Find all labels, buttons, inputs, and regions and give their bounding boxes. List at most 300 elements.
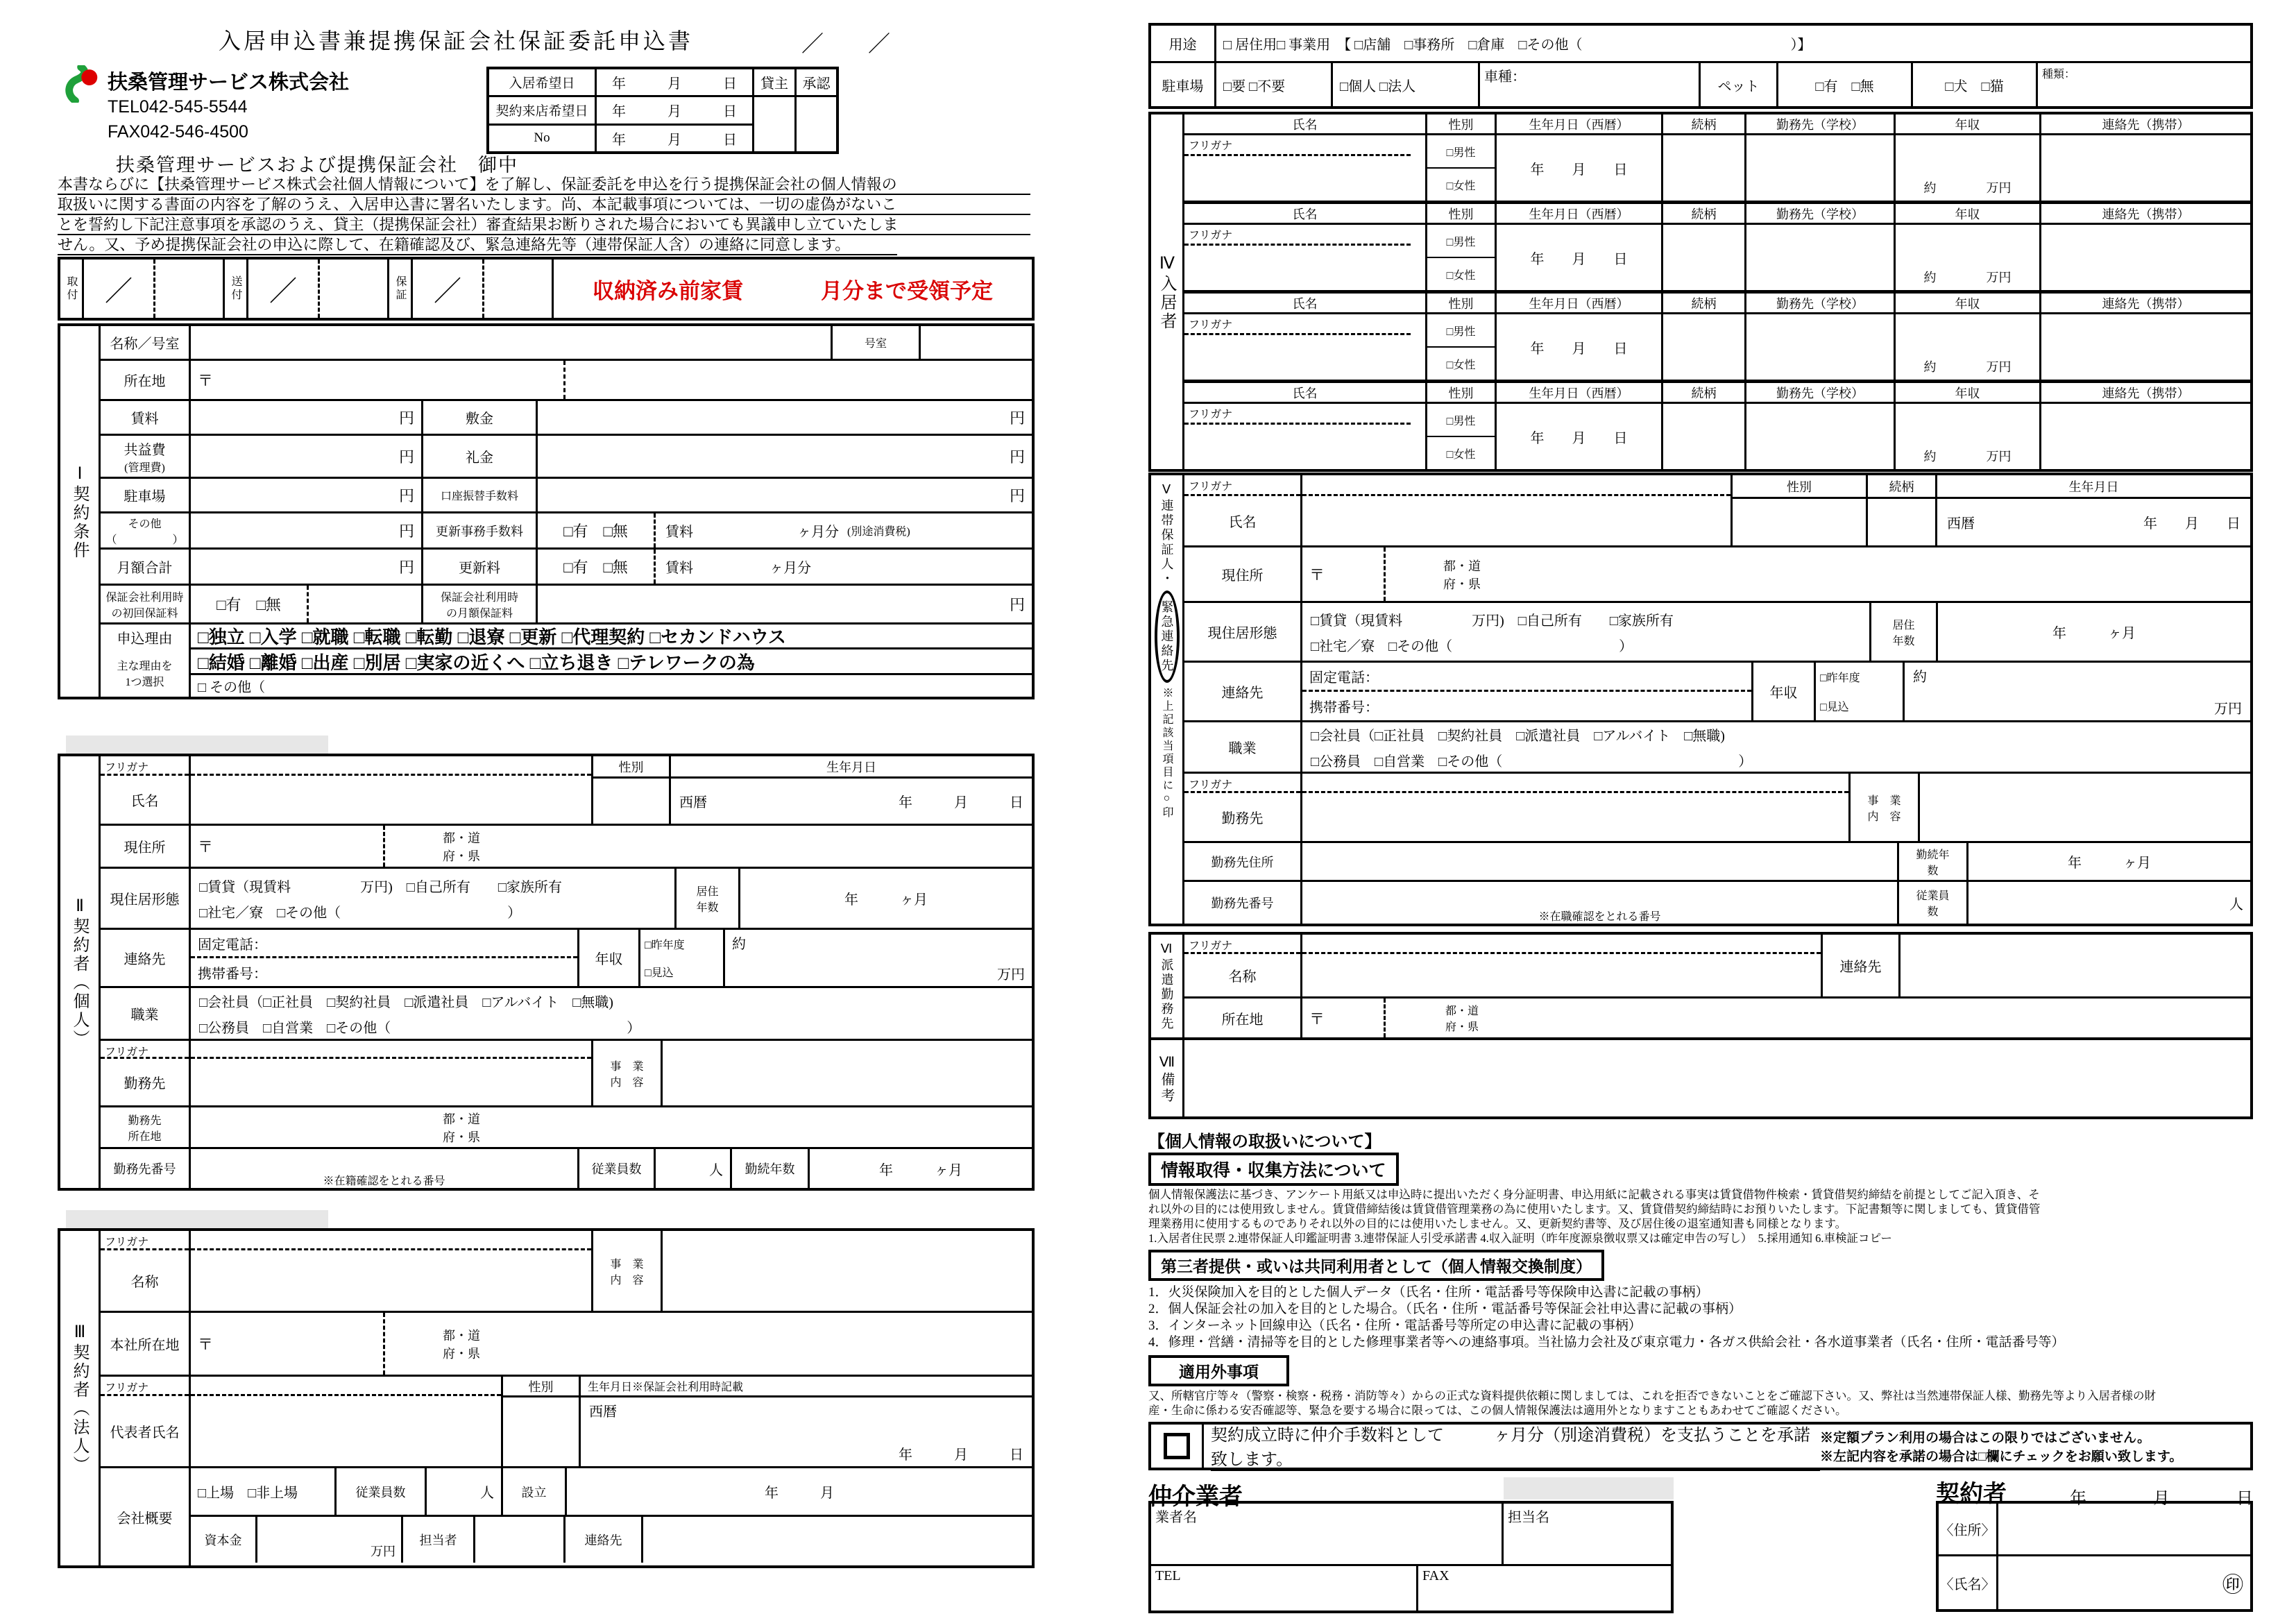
other-fee-field[interactable]: 円 bbox=[191, 513, 423, 547]
occupant-name-field[interactable]: フリガナ bbox=[1184, 314, 1427, 380]
representative-birth-col[interactable] bbox=[581, 1377, 1032, 1466]
guarantor-employer-label: フリガナ 勤務先 bbox=[1184, 774, 1302, 841]
business-type-label: 事 業 内 容 bbox=[593, 1041, 663, 1105]
seal-mark: ㊞ bbox=[2222, 1574, 2243, 1597]
applicant-employer-label: フリガナ 勤務先 bbox=[101, 1041, 191, 1105]
signer-title: 契約者 bbox=[1936, 1481, 2007, 1507]
parking-fee-row bbox=[101, 479, 1032, 513]
third-party-item-1: 1．火災保険加入を目的とした個人データ（氏名・住所・電話番号等保険申込書に記載の事柄） bbox=[1148, 1285, 1709, 1300]
applicant-residence-row bbox=[101, 869, 1032, 930]
applicant-contact-field[interactable] bbox=[191, 930, 579, 986]
monthly-total-row bbox=[101, 550, 1032, 586]
property-address-row bbox=[101, 361, 1032, 401]
capital-field[interactable]: 万円 bbox=[257, 1517, 403, 1563]
receive-label: 取付 bbox=[60, 260, 84, 318]
pledge-paragraph bbox=[58, 175, 1030, 255]
reason-other-option[interactable]: □ その他（ bbox=[198, 680, 266, 695]
occupant-birth-field[interactable]: 年 月 日 bbox=[1497, 225, 1663, 290]
applicant-employer-field[interactable] bbox=[191, 1041, 593, 1105]
applicant-birth-field[interactable]: 西暦 年 月 日 bbox=[679, 795, 1023, 810]
form-title: 入居申込書兼提携保証会社保証委託申込書 bbox=[219, 28, 694, 53]
guarantor-address-label: 現住所 bbox=[1184, 547, 1302, 601]
desired-dates-box bbox=[486, 67, 839, 154]
applicant-name-row bbox=[101, 756, 1032, 826]
tenure-field[interactable]: 年 ヶ月 bbox=[879, 1162, 962, 1178]
occupant-income-field[interactable]: 約 万円 bbox=[1896, 135, 2041, 201]
pledge-line-3: とを誓約し下記注意事項を承認のうえ、貸主（提携保証会社）審査結果お断りされた場合においても異議申し立ていたしま bbox=[58, 215, 1030, 235]
parking-label: 駐車場 bbox=[1151, 63, 1216, 106]
application-reason-row bbox=[101, 624, 1032, 697]
collection-method-paragraph bbox=[1148, 1187, 2253, 1246]
dispatch-postal-field[interactable]: 〒 bbox=[1302, 999, 1386, 1037]
consent-checkbox[interactable] bbox=[1164, 1433, 1190, 1459]
renewal-admin-fee-field[interactable]: □有 □無 賃料 ヶ月分 (別途消費税) bbox=[538, 513, 1032, 547]
guarantor-tenure-label: 勤続年 数 bbox=[1899, 843, 1968, 880]
dispatch-contact-field[interactable] bbox=[1900, 935, 2250, 996]
dispatch-address-field[interactable] bbox=[1538, 999, 2250, 1037]
collection-line-3: 理業務用に使用するものでありそれ以外の目的には使用いたしません。又、更新契約書等、及び居住後の退室通知書も同様となります。 bbox=[1148, 1217, 1847, 1230]
guarantor-name-field[interactable] bbox=[1302, 475, 1733, 545]
usage-label: 用途 bbox=[1151, 26, 1216, 61]
brokerage-consent-row bbox=[1148, 1422, 2253, 1470]
dispatch-name-row bbox=[1184, 935, 2250, 999]
broker-tel-field[interactable]: TEL bbox=[1151, 1566, 1418, 1611]
guarantor-contact-row bbox=[1184, 663, 2250, 722]
landlord-stamp-field[interactable] bbox=[754, 97, 794, 151]
broker-row-1 bbox=[1151, 1504, 1671, 1566]
employer-address-field[interactable] bbox=[538, 1107, 1032, 1147]
dispatch-address-label: 所在地 bbox=[1184, 999, 1302, 1037]
applicant-residence-label: 現住居形態 bbox=[101, 869, 191, 928]
occupant-income-field[interactable]: 約 万円 bbox=[1896, 404, 2041, 469]
signer-name-row bbox=[1939, 1556, 2250, 1609]
exemption-heading: 適用外事項 bbox=[1148, 1355, 1289, 1386]
guarantor-tenure-field[interactable]: 年 ヶ月 bbox=[2068, 856, 2151, 871]
company-name: 扶桑管理サービス株式会社 bbox=[108, 71, 350, 94]
company-profile-top bbox=[191, 1468, 1032, 1517]
applicant-name-label: フリガナ 氏名 bbox=[101, 756, 191, 824]
form-number-label: No bbox=[489, 126, 597, 151]
guarantee-label: 保証 bbox=[389, 260, 413, 318]
broker-fax-field[interactable]: FAX bbox=[1422, 1568, 1449, 1583]
guarantor-employer-field[interactable] bbox=[1302, 774, 1851, 841]
representative-birth-label: 生年月日※保証会社利用時記載 bbox=[581, 1377, 1032, 1397]
occupant-contact-field[interactable] bbox=[2041, 135, 2250, 201]
visit-date-field[interactable]: 年 月 日 bbox=[612, 104, 737, 120]
signer-name-field[interactable] bbox=[1998, 1556, 2250, 1609]
section-2-side-label: Ⅱ契約者（個人） bbox=[60, 756, 101, 1188]
landline-field[interactable]: 固定電話： bbox=[191, 930, 577, 958]
third-party-heading: 第三者提供・或いは共同利用者として（個人情報交換制度） bbox=[1148, 1250, 1604, 1281]
signer-address-field[interactable] bbox=[1998, 1504, 2250, 1554]
approval-stamp-field[interactable] bbox=[797, 97, 836, 151]
monthly-total-label: 月額合計 bbox=[101, 550, 191, 584]
occupant-name-field[interactable]: フリガナ bbox=[1184, 404, 1427, 469]
occupant-contact-field[interactable] bbox=[2041, 225, 2250, 290]
exemption-line-1: 又、所轄官庁等々（警察・検察・税務・消防等々）からの正式な資料提供依頼に関しましては、これを拒否できないことをご確認下さい。又、弊社は当然連帯保証人様、勤務先等より入居者様の財 bbox=[1148, 1389, 2156, 1402]
guarantee-date-field[interactable]: ／ bbox=[434, 275, 461, 307]
move-in-date-field[interactable]: 年 月 日 bbox=[612, 76, 737, 92]
section-4-side-label: Ⅳ入居者 bbox=[1151, 114, 1184, 469]
form-number-field[interactable]: 年 月 日 bbox=[612, 132, 737, 148]
guarantor-birth-field[interactable]: 西暦 年 月 日 bbox=[1947, 516, 2240, 532]
guarantor-business-field[interactable] bbox=[1920, 774, 2250, 841]
section-5-guarantor-emergency bbox=[1148, 473, 2253, 926]
monthly-total-field[interactable]: 円 bbox=[191, 550, 423, 584]
broker-row-2 bbox=[1151, 1566, 1671, 1611]
corporate-business-field[interactable] bbox=[663, 1231, 1032, 1311]
dispatch-prefecture[interactable]: 都・道 府・県 bbox=[1445, 1005, 1479, 1033]
dispatch-name-label: フリガナ 名称 bbox=[1184, 935, 1302, 996]
renewal-fee-label: 更新料 bbox=[423, 550, 538, 584]
section-2-gray-bar bbox=[66, 736, 328, 754]
income-type-options[interactable]: □昨年度 □見込 bbox=[640, 930, 725, 986]
other-fee-label: その他 （ ） bbox=[101, 513, 191, 547]
guarantor-occupation-row bbox=[1184, 722, 2250, 774]
consent-note-2: ※左記内容を承諾の場合は□欄にチェックをお願い致します。 bbox=[1820, 1450, 2183, 1464]
signer-date-field[interactable]: 年 月 日 bbox=[2070, 1490, 2253, 1508]
guarantor-sex-field[interactable] bbox=[1733, 499, 1866, 545]
section-7-side-label: Ⅶ備考 bbox=[1151, 1040, 1184, 1116]
occupant-sex-field[interactable]: □男性 □女性 bbox=[1427, 225, 1497, 290]
circle-instruction-note: ※上記該当項目に○印 bbox=[1161, 687, 1173, 819]
guarantor-employer-phone-label: 勤務先番号 bbox=[1184, 882, 1302, 924]
company-profile-label: 会社概要 bbox=[101, 1468, 191, 1565]
representative-sex-col[interactable] bbox=[503, 1377, 581, 1466]
employer-postal-field[interactable] bbox=[191, 1107, 385, 1147]
occupant-relation-field[interactable] bbox=[1663, 404, 1746, 469]
section-5-side-label bbox=[1151, 475, 1184, 924]
rent-row bbox=[101, 401, 1032, 436]
property-name-row bbox=[101, 326, 1032, 361]
third-party-items bbox=[1148, 1284, 2253, 1351]
approval-label: 承認 bbox=[797, 69, 836, 97]
applicant-occupation-row bbox=[101, 988, 1032, 1041]
hq-postal-field[interactable]: 〒 bbox=[191, 1313, 385, 1375]
guarantor-residence-options[interactable]: □賃貸（現賃料 万円) □自己所有 □家族所有 □社宅／寮 □その他（ ） bbox=[1302, 603, 1871, 661]
occupant-relation-field[interactable] bbox=[1663, 135, 1746, 201]
company-contact-field[interactable] bbox=[643, 1517, 1032, 1563]
occupant-birth-header: 生年月日（西暦） bbox=[1497, 114, 1663, 133]
applicant-postal-field[interactable]: 〒 bbox=[191, 826, 385, 867]
dispatch-address-row bbox=[1184, 999, 2250, 1037]
guarantor-residence-years-label: 居住 年数 bbox=[1871, 603, 1938, 661]
guarantor-income-label: 年収 bbox=[1753, 663, 1816, 720]
employment-check-note-2: ※在職確認をとれる番号 bbox=[1538, 911, 1661, 923]
company-contact-person-label: 担当者 bbox=[403, 1517, 475, 1563]
page-left bbox=[52, 19, 1044, 1601]
signer-name-label: 〈氏名〉 bbox=[1939, 1556, 1998, 1609]
collection-line-2: れ以外の目的には使用致しません。賃貸借締結後は賃貸借管理業務の為に使用いたします。又、賃貸借契約締結時にお預りいたします。下記書類等に関しましても、賃貸借管 bbox=[1148, 1203, 2041, 1216]
occupant-sex-field[interactable]: □男性 □女性 bbox=[1427, 135, 1497, 201]
remarks-field[interactable] bbox=[1184, 1040, 2250, 1116]
guarantor-postal-field[interactable]: 〒 bbox=[1302, 547, 1386, 601]
hq-address-label: 本社所在地 bbox=[101, 1313, 191, 1375]
applicant-address-label: 現住所 bbox=[101, 826, 191, 867]
guarantor-sex-col[interactable]: 性別 bbox=[1733, 475, 1868, 545]
occupant-name-field[interactable]: フリガナ bbox=[1184, 225, 1427, 290]
occupant-birth-field[interactable]: 年 月 日 bbox=[1497, 314, 1663, 380]
renewal-fee-has-checkbox[interactable]: □有 □無 bbox=[538, 550, 656, 584]
guarantor-contact-field[interactable]: 固定電話： 携帯番号： bbox=[1302, 663, 1753, 720]
applicant-occupation-label: 職業 bbox=[101, 988, 191, 1039]
send-date-field[interactable]: ／ bbox=[269, 275, 297, 307]
reason-options-line1[interactable]: □独立 □入学 □就職 □転職 □転勤 □退寮 □更新 □代理契約 □セカンドハウス bbox=[191, 624, 1032, 649]
guarantor-income-amount[interactable]: 約 万円 bbox=[1913, 670, 2242, 717]
routing-strip bbox=[58, 257, 1035, 321]
broker-gray-patch bbox=[1504, 1477, 1674, 1499]
guarantor-income-type[interactable]: □昨年度 □見込 bbox=[1816, 663, 1905, 720]
broker-title: 仲介業者 bbox=[1148, 1484, 1243, 1510]
section-2-individual-applicant bbox=[58, 754, 1035, 1191]
parking-owner-options[interactable]: □個人 □法人 bbox=[1333, 63, 1480, 106]
renewal-admin-has-checkbox[interactable]: □有 □無 bbox=[538, 513, 656, 547]
occupant-employer-field[interactable] bbox=[1746, 225, 1896, 290]
property-address-field[interactable] bbox=[566, 361, 1032, 399]
guarantor-prefecture[interactable]: 都・道 府・県 bbox=[1443, 559, 1481, 591]
initial-guarantee-has-checkbox[interactable]: □有 □無 bbox=[191, 586, 309, 622]
guarantor-employee-count-field[interactable]: 人 bbox=[2229, 897, 2243, 912]
company-profile-row bbox=[101, 1468, 1032, 1565]
occupant-sex-field[interactable]: □男性 □女性 bbox=[1427, 404, 1497, 469]
occupant-name-field[interactable]: フリガナ bbox=[1184, 135, 1427, 201]
section-6-dispatch-employer bbox=[1148, 932, 2253, 1040]
section-3-corporate-applicant bbox=[58, 1228, 1035, 1568]
guarantor-relation-col[interactable]: 続柄 bbox=[1868, 475, 1937, 545]
pet-has-options[interactable]: □有 □無 bbox=[1778, 63, 1913, 106]
business-type-field[interactable] bbox=[663, 1041, 1032, 1105]
monthly-guarantee-fee-label: 保証会社利用時 の月額保証料 bbox=[423, 586, 538, 622]
room-number-field[interactable] bbox=[921, 326, 1032, 359]
signer-box bbox=[1936, 1501, 2253, 1612]
guarantor-residence-years-field[interactable]: 年 ヶ月 bbox=[2052, 626, 2136, 641]
applicant-name-field[interactable] bbox=[191, 756, 593, 824]
exemption-line-2: 産・生命に係わる安否確認等、緊急を要する場合に限っては、この個人情報保護法は適用外となりますこともあわせてご確認ください。 bbox=[1148, 1404, 1847, 1417]
guarantor-name-row bbox=[1184, 475, 2250, 547]
common-fee-field[interactable]: 円 bbox=[191, 436, 423, 477]
applicant-address-field[interactable] bbox=[538, 826, 1032, 867]
company-tel: TEL042-545-5544 bbox=[108, 97, 248, 117]
application-reason-label: 申込理由 主な理由を 1つ選択 bbox=[101, 624, 191, 697]
hq-address-field[interactable] bbox=[538, 1313, 1032, 1375]
deposit-label: 敷金 bbox=[423, 401, 538, 434]
employee-count-label: 従業員数 bbox=[579, 1149, 656, 1188]
car-model-field[interactable]: 車種： bbox=[1480, 63, 1701, 106]
section-1-contract-terms bbox=[58, 323, 1035, 699]
room-number-label: 号室 bbox=[831, 326, 921, 359]
occupant-name-header: 氏名 bbox=[1184, 114, 1427, 133]
property-postal-field[interactable]: 〒 bbox=[191, 361, 566, 399]
company-contact-label: 連絡先 bbox=[566, 1517, 643, 1563]
occupant-income-field[interactable]: 約 万円 bbox=[1896, 314, 2041, 380]
section-6-side-label: Ⅵ派遣勤務先 bbox=[1151, 935, 1184, 1037]
employer-address-row bbox=[101, 1107, 1032, 1149]
usage-parking-box bbox=[1148, 23, 2253, 109]
key-money-field[interactable]: 円 bbox=[1009, 448, 1025, 466]
occupant-income-header: 年収 bbox=[1896, 114, 2041, 133]
parking-row bbox=[1151, 63, 2250, 106]
representative-sex-field[interactable] bbox=[503, 1397, 579, 1466]
occupant-birth-field[interactable]: 年 月 日 bbox=[1497, 135, 1663, 201]
income-amount-field[interactable]: 約 万円 bbox=[732, 937, 1025, 983]
broker-name-field[interactable]: 業者名 bbox=[1151, 1504, 1504, 1564]
send-blank-field[interactable] bbox=[320, 260, 389, 318]
renewal-admin-fee-label: 更新事務手数料 bbox=[423, 513, 538, 547]
consent-text-cell bbox=[1204, 1421, 1820, 1471]
occupant-relation-field[interactable] bbox=[1663, 225, 1746, 290]
reason-options-line2[interactable]: □結婚 □離婚 □出産 □別居 □実家の近くへ □立ち退き □テレワークの為 bbox=[191, 649, 1032, 675]
occupant-relation-header: 続柄 bbox=[1663, 114, 1746, 133]
property-name-label: 名称／号室 bbox=[101, 326, 191, 359]
mobile-field[interactable]: 携帯番号： bbox=[198, 966, 267, 982]
pet-label: ペット bbox=[1701, 63, 1778, 106]
common-fee-label: 共益費 (管理費) bbox=[101, 436, 191, 477]
hq-address-row bbox=[101, 1313, 1032, 1377]
occupant-employer-header: 勤務先（学校） bbox=[1746, 114, 1896, 133]
applicant-employer-row bbox=[101, 1041, 1032, 1107]
rent-label: 賃料 bbox=[101, 401, 191, 434]
property-address-label: 所在地 bbox=[101, 361, 191, 399]
occupant-contact-field[interactable] bbox=[2041, 404, 2250, 469]
applicant-contact-row bbox=[101, 930, 1032, 988]
guarantor-residence-row bbox=[1184, 603, 2250, 663]
applicant-prefecture[interactable]: 都・道 府・県 bbox=[443, 831, 480, 863]
listed-options[interactable]: □上場 □非上場 bbox=[191, 1468, 337, 1515]
guarantor-occupation-label: 職業 bbox=[1184, 722, 1302, 772]
applicant-sex-label: 性別 bbox=[593, 756, 669, 779]
representative-birth-field[interactable]: 西暦 年 月 日 bbox=[589, 1404, 1023, 1463]
company-employee-count-field[interactable]: 人 bbox=[427, 1468, 503, 1515]
representative-name-field[interactable] bbox=[191, 1377, 503, 1466]
guarantor-address-row bbox=[1184, 547, 2250, 603]
pet-breed-field[interactable]: 種類： bbox=[2042, 69, 2076, 80]
collection-line-4: 1.入居者住民票 2.連帯保証人印鑑証明書 3.連帯保証人引受承諾書 4.収入証明（昨年度源泉徴収票又は確定申告の写し） 5.採用通知 6.車検証コピー bbox=[1148, 1232, 1892, 1245]
signer-address-label: 〈住所〉 bbox=[1939, 1504, 1998, 1554]
guarantor-employer-address-label: 勤務先住所 bbox=[1184, 843, 1302, 880]
occupant-block-3: 氏名 性別 生年月日（西暦） 続柄 勤務先（学校） 年収 連絡先（携帯） フリガナ □男性 □女性 年 月 日 約 万円 bbox=[1184, 294, 2250, 383]
corporate-name-field[interactable] bbox=[191, 1231, 593, 1311]
broker-box bbox=[1148, 1501, 1674, 1613]
monthly-guarantee-fee-field[interactable]: 円 bbox=[1009, 596, 1025, 613]
consent-checkbox-cell[interactable] bbox=[1151, 1425, 1204, 1468]
established-field[interactable]: 年 月 bbox=[765, 1486, 834, 1501]
page-right bbox=[1148, 23, 2253, 1605]
renewal-fee-field[interactable]: □有 □無 賃料 ヶ月分 bbox=[538, 550, 1032, 584]
residence-years-label: 居住 年数 bbox=[677, 869, 740, 928]
employer-address-label: 勤務先 所在地 bbox=[101, 1107, 191, 1147]
applicant-occupation-options[interactable]: □会社員（□正社員 □契約社員 □派遣社員 □アルバイト □無職) □公務員 □自営業 □その他（ ） bbox=[199, 994, 641, 1036]
capital-label: 資本金 bbox=[191, 1517, 257, 1563]
company-fax: FAX042-546-4500 bbox=[108, 122, 248, 142]
parking-fee-field[interactable]: 円 bbox=[191, 479, 423, 511]
guarantor-employee-count-label: 従業員 数 bbox=[1899, 882, 1968, 924]
section-1-side-label: Ⅰ契約条件 bbox=[60, 326, 101, 697]
company-employee-count-label: 従業員数 bbox=[337, 1468, 427, 1515]
consent-note-1: ※定額プラン利用の場合はこの限りではございません。 bbox=[1820, 1431, 2151, 1445]
occupant-block-2: 氏名 性別 生年月日（西暦） 続柄 勤務先（学校） 年収 連絡先（携帯） フリガナ □男性 □女性 年 月 日 約 万円 bbox=[1184, 204, 2250, 294]
guarantor-employer-address-row bbox=[1184, 843, 2250, 882]
employment-check-note: ※在籍確認をとれる番号 bbox=[323, 1175, 445, 1187]
occupant-employer-field[interactable] bbox=[1746, 404, 1896, 469]
occupant-block-4: 氏名 性別 生年月日（西暦） 続柄 勤務先（学校） 年収 連絡先（携帯） フリガナ □男性 □女性 年 月 日 約 万円 bbox=[1184, 383, 2250, 469]
corporate-business-label: 事 業 内 容 bbox=[593, 1231, 663, 1311]
corporate-name-row bbox=[101, 1231, 1032, 1313]
header-date-slashes[interactable]: ／ ／ bbox=[801, 31, 891, 56]
deposit-field[interactable]: 円 bbox=[1009, 409, 1025, 427]
occupant-employer-field[interactable] bbox=[1746, 314, 1896, 380]
signer-address-row bbox=[1939, 1504, 2250, 1556]
guarantor-occupation-options[interactable]: □会社員（□正社員 □契約社員 □派遣社員 □アルバイト □無職) □公務員 □自営業 □その他（ ） bbox=[1311, 728, 1753, 770]
applicant-sex-field[interactable] bbox=[593, 779, 669, 824]
pet-kind-options[interactable]: □犬 □猫 bbox=[1913, 63, 2038, 106]
section-7-remarks bbox=[1148, 1037, 2253, 1119]
occupant-relation-field[interactable] bbox=[1663, 314, 1746, 380]
parking-need-options[interactable]: □要 □不要 bbox=[1216, 63, 1333, 106]
employer-phone-row bbox=[101, 1149, 1032, 1188]
receive-date-field[interactable]: ／ bbox=[105, 275, 133, 307]
hq-prefecture[interactable]: 都・道 府・県 bbox=[443, 1328, 480, 1361]
employee-count-field[interactable]: 人 bbox=[656, 1149, 732, 1188]
employer-phone-label: 勤務先番号 bbox=[101, 1149, 191, 1188]
guarantor-residence-label: 現住居形態 bbox=[1184, 603, 1302, 661]
consent-notes bbox=[1820, 1427, 2250, 1465]
receive-blank-field[interactable] bbox=[155, 260, 225, 318]
occupant-contact-field[interactable] bbox=[2041, 314, 2250, 380]
section-4-occupants bbox=[1148, 112, 2253, 472]
prepaid-rent-note bbox=[554, 260, 1032, 318]
guarantor-fee-row bbox=[101, 586, 1032, 624]
guarantor-employer-address-field[interactable] bbox=[1302, 843, 1899, 880]
property-name-field[interactable] bbox=[191, 326, 831, 359]
occupant-employer-field[interactable] bbox=[1746, 135, 1896, 201]
transfer-fee-field[interactable]: 円 bbox=[1009, 487, 1025, 504]
residence-years-field[interactable]: 年 ヶ月 bbox=[844, 892, 928, 908]
applicant-sex-col[interactable] bbox=[593, 756, 671, 824]
rent-field[interactable]: 円 bbox=[191, 401, 423, 434]
initial-guarantee-fee-label: 保証会社利用時 の初回保証料 bbox=[101, 586, 191, 622]
guarantor-address-field[interactable] bbox=[1538, 547, 2250, 601]
emergency-contact-circled: 緊急連絡先 bbox=[1155, 590, 1180, 683]
guarantor-birth-col[interactable]: 生年月日 西暦 年 月 日 bbox=[1937, 475, 2250, 545]
guarantor-employer-phone-field[interactable] bbox=[1302, 882, 1899, 924]
guarantor-relation-field[interactable] bbox=[1868, 499, 1935, 545]
dispatch-name-field[interactable] bbox=[1302, 935, 1823, 996]
send-label: 送付 bbox=[225, 260, 248, 318]
applicant-birth-col[interactable] bbox=[671, 756, 1032, 824]
occupant-sex-field[interactable]: □男性 □女性 bbox=[1427, 314, 1497, 380]
guarantor-employer-phone-row bbox=[1184, 882, 2250, 924]
applicant-residence-options[interactable]: □賃貸（現賃料 万円) □自己所有 □家族所有 □社宅／寮 □その他（ ） bbox=[191, 869, 677, 928]
guarantor-side-text: Ⅴ連帯保証人・ bbox=[1159, 482, 1174, 586]
third-party-item-2: 2．個人保証会社の加入を目的とした場合。（氏名・住所・電話番号等保証会社申込書に記載の事柄） bbox=[1148, 1302, 1742, 1316]
pledge-line-4: せん。又、予め提携保証会社の申込に際して、在籍確認及び、緊急連絡先等（連帯保証人含）の連絡に同意します。 bbox=[58, 235, 897, 255]
applicant-birth-label: 生年月日 bbox=[671, 756, 1032, 779]
occupant-income-field[interactable]: 約 万円 bbox=[1896, 225, 2041, 290]
guarantee-blank-field[interactable] bbox=[484, 260, 554, 318]
transfer-fee-label: 口座振替手数料 bbox=[423, 479, 538, 511]
occupant-sex-header: 性別 bbox=[1427, 114, 1497, 133]
employer-phone-field[interactable] bbox=[191, 1149, 579, 1188]
broker-agent-field[interactable]: 担当名 bbox=[1508, 1510, 1549, 1525]
employer-prefecture[interactable]: 都・道 府・県 bbox=[443, 1112, 480, 1144]
company-contact-person-field[interactable] bbox=[475, 1517, 566, 1563]
representative-sex-label: 性別 bbox=[503, 1377, 579, 1397]
initial-guarantee-fee-field[interactable] bbox=[191, 586, 423, 622]
usage-options[interactable]: □ 居住用□ 事業用 【 □店舗 □事務所 □倉庫 □その他（ ）】 bbox=[1223, 37, 1812, 53]
occupant-birth-field[interactable]: 年 月 日 bbox=[1497, 404, 1663, 469]
common-fee-row bbox=[101, 436, 1032, 479]
applicant-contact-label: 連絡先 bbox=[101, 930, 191, 986]
